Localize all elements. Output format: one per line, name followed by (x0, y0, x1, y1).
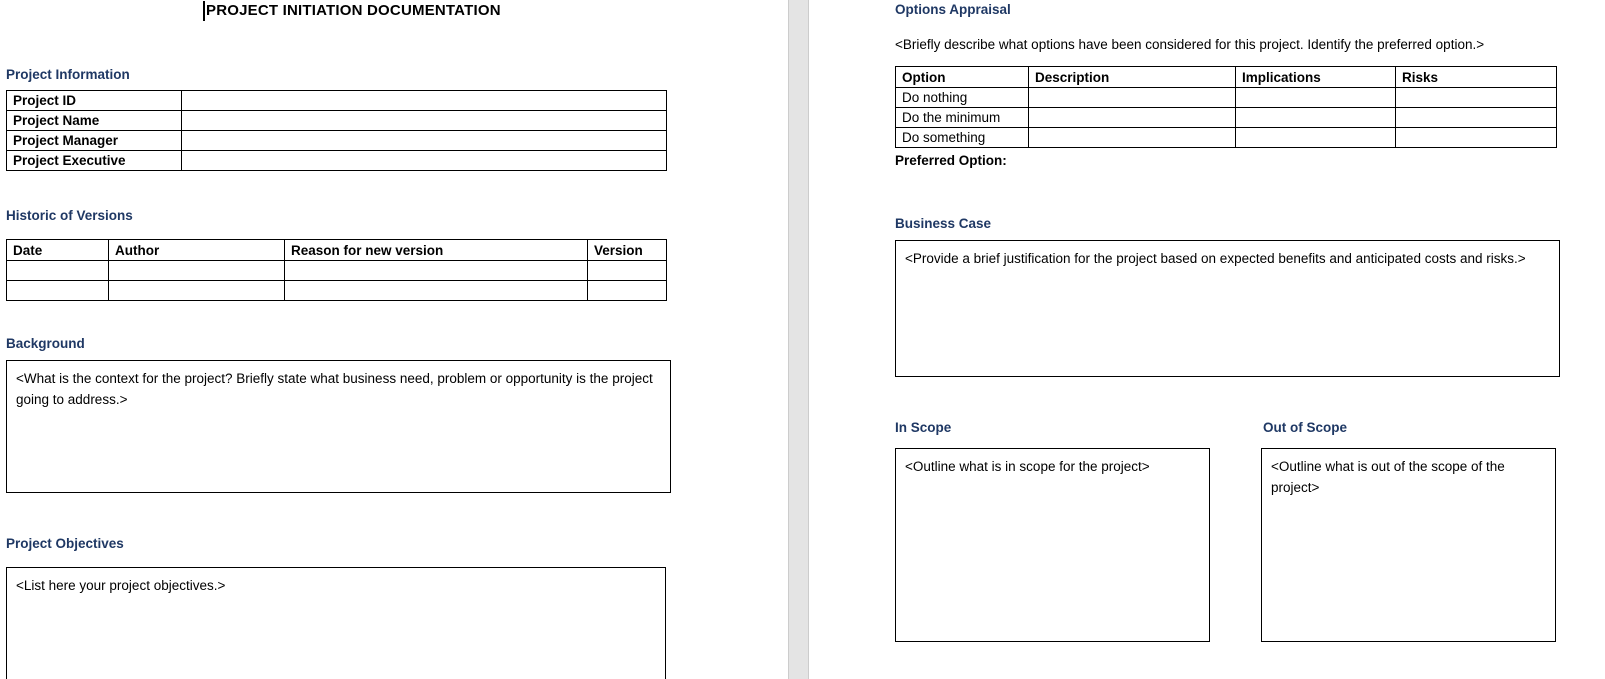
document-title: PROJECT INITIATION DOCUMENTATION (206, 2, 501, 19)
section-heading-historic-of-versions: Historic of Versions (6, 208, 133, 223)
reason-cell[interactable] (285, 281, 588, 301)
table-row (7, 151, 667, 171)
in-scope-placeholder: <Outline what is in scope for the project> (905, 459, 1150, 474)
table-row (896, 108, 1557, 128)
background-placeholder: <What is the context for the project? Briefly state what business need, problem or opportunity is the project going to address.> (16, 371, 653, 407)
project-executive-label: Project Executive (7, 151, 182, 171)
implications-cell[interactable] (1236, 108, 1396, 128)
description-cell[interactable] (1029, 128, 1236, 148)
project-name-value-cell[interactable] (182, 111, 667, 131)
text-cursor (203, 1, 205, 21)
table-row (7, 131, 667, 151)
author-cell[interactable] (109, 261, 285, 281)
section-heading-in-scope: In Scope (895, 420, 952, 435)
implications-cell[interactable] (1236, 88, 1396, 108)
business-case-placeholder: <Provide a brief justification for the project based on expected benefits and anticipated costs and risks.> (905, 251, 1526, 266)
column-header-implications: Implications (1236, 67, 1396, 88)
project-manager-value-cell[interactable] (182, 131, 667, 151)
project-objectives-placeholder: <List here your project objectives.> (16, 578, 226, 593)
column-header-risks: Risks (1396, 67, 1557, 88)
risks-cell[interactable] (1396, 108, 1557, 128)
description-cell[interactable] (1029, 88, 1236, 108)
table-row (7, 281, 667, 301)
options-appraisal-table (895, 66, 1557, 148)
column-header-description: Description (1029, 67, 1236, 88)
table-row (7, 111, 667, 131)
column-header-reason: Reason for new version (285, 240, 588, 261)
business-case-text-box[interactable] (895, 240, 1560, 377)
date-cell[interactable] (7, 281, 109, 301)
table-row (7, 91, 667, 111)
table-header-row (896, 67, 1557, 88)
option-name-cell: Do something (896, 128, 1029, 148)
table-row (896, 88, 1557, 108)
risks-cell[interactable] (1396, 128, 1557, 148)
section-heading-business-case: Business Case (895, 216, 992, 231)
date-cell[interactable] (7, 261, 109, 281)
table-header-row (7, 240, 667, 261)
author-cell[interactable] (109, 281, 285, 301)
description-cell[interactable] (1029, 108, 1236, 128)
project-executive-value-cell[interactable] (182, 151, 667, 171)
version-cell[interactable] (588, 281, 667, 301)
page-gap-divider (788, 0, 809, 679)
in-scope-text-box[interactable] (895, 448, 1210, 642)
implications-cell[interactable] (1236, 128, 1396, 148)
column-header-option: Option (896, 67, 1029, 88)
project-id-value-cell[interactable] (182, 91, 667, 111)
section-heading-project-objectives: Project Objectives (6, 536, 124, 551)
table-row (7, 261, 667, 281)
options-appraisal-placeholder: <Briefly describe what options have been considered for this project. Identify the preferred option.> (895, 37, 1485, 52)
version-cell[interactable] (588, 261, 667, 281)
project-objectives-text-box[interactable] (6, 567, 666, 679)
project-name-label: Project Name (7, 111, 182, 131)
project-manager-label: Project Manager (7, 131, 182, 151)
section-heading-out-of-scope: Out of Scope (1263, 420, 1347, 435)
project-information-table (6, 90, 667, 171)
section-heading-background: Background (6, 336, 85, 351)
column-header-date: Date (7, 240, 109, 261)
option-name-cell: Do the minimum (896, 108, 1029, 128)
option-name-cell: Do nothing (896, 88, 1029, 108)
out-of-scope-placeholder: <Outline what is out of the scope of the project> (1271, 459, 1505, 495)
reason-cell[interactable] (285, 261, 588, 281)
risks-cell[interactable] (1396, 88, 1557, 108)
historic-of-versions-table (6, 239, 667, 301)
project-id-label: Project ID (7, 91, 182, 111)
column-header-version: Version (588, 240, 667, 261)
table-row (896, 128, 1557, 148)
section-heading-options-appraisal: Options Appraisal (895, 2, 1011, 17)
background-text-box[interactable] (6, 360, 671, 493)
section-heading-project-information: Project Information (6, 67, 130, 82)
preferred-option-label: Preferred Option: (895, 153, 1007, 168)
out-of-scope-text-box[interactable] (1261, 448, 1556, 642)
column-header-author: Author (109, 240, 285, 261)
